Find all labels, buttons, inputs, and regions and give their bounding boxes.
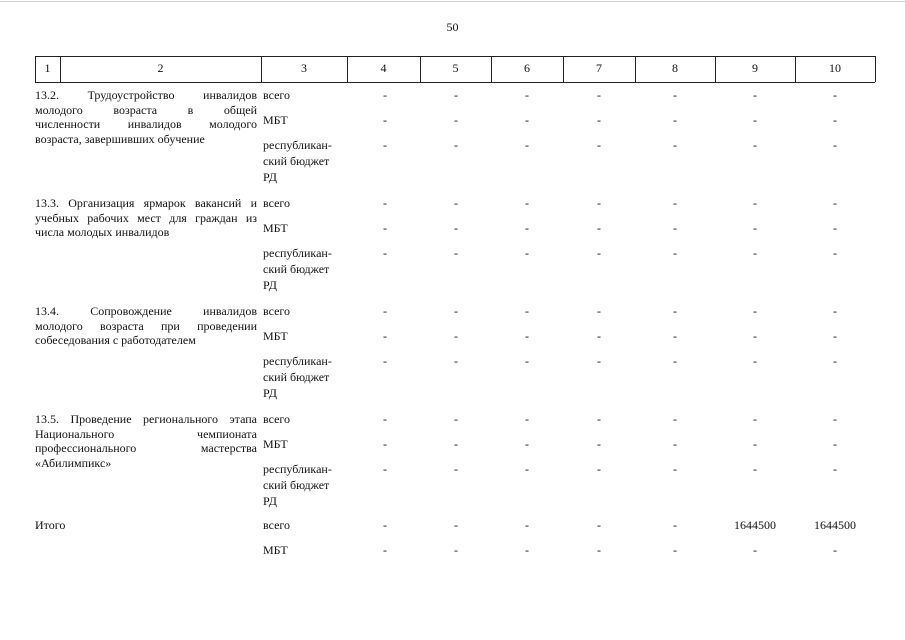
empty-value-dash: - (525, 113, 529, 127)
empty-value-dash: - (454, 329, 458, 343)
funding-source-line: РД (263, 278, 277, 292)
funding-source: всего (263, 88, 291, 102)
empty-value-dash: - (833, 138, 837, 152)
empty-value-dash: - (383, 246, 387, 260)
empty-value-dash: - (383, 462, 387, 476)
section-name-line: Итого (35, 518, 66, 532)
empty-value-dash: - (454, 196, 458, 210)
section-name-line: учебных рабочих мест для граждан из (35, 210, 257, 225)
empty-value-dash: - (673, 437, 677, 451)
empty-value-dash: - (597, 437, 601, 451)
empty-value-dash: - (525, 437, 529, 451)
funding-source: МБТ (263, 543, 288, 557)
empty-value-dash: - (597, 88, 601, 102)
empty-value-dash: - (454, 304, 458, 318)
empty-value-dash: - (383, 138, 387, 152)
empty-value-dash: - (597, 412, 601, 426)
header-top-rule (35, 56, 875, 57)
empty-value-dash: - (597, 543, 601, 557)
empty-value-dash: - (597, 518, 601, 532)
empty-value-dash: - (673, 138, 677, 152)
empty-value-dash: - (753, 88, 757, 102)
section-name-line: 13.5. Проведение регионального этапа (35, 412, 257, 426)
empty-value-dash: - (454, 543, 458, 557)
empty-value-dash: - (753, 113, 757, 127)
funding-source-line: республикан- (263, 354, 332, 368)
empty-value-dash: - (673, 354, 677, 368)
empty-value-dash: - (597, 462, 601, 476)
empty-value-dash: - (833, 196, 837, 210)
empty-value-dash: - (673, 412, 677, 426)
empty-value-dash: - (525, 196, 529, 210)
empty-value-dash: - (454, 354, 458, 368)
empty-value-dash: - (454, 412, 458, 426)
section-name-line: собеседования с работодателем (35, 333, 196, 347)
section-name-line: числа молодых инвалидов (35, 225, 170, 239)
amount-value: 1644500 (814, 518, 856, 532)
empty-value-dash: - (833, 221, 837, 235)
funding-source-line: республикан- (263, 246, 332, 260)
funding-source-line: республикан- (263, 462, 332, 476)
header-cell-6: 6 (524, 61, 530, 75)
header-bottom-rule (35, 82, 875, 83)
empty-value-dash: - (833, 543, 837, 557)
empty-value-dash: - (383, 88, 387, 102)
empty-value-dash: - (833, 246, 837, 260)
empty-value-dash: - (753, 138, 757, 152)
empty-value-dash: - (673, 221, 677, 235)
section-name-line: молодого возраста в общей (35, 102, 257, 117)
empty-value-dash: - (597, 196, 601, 210)
page-number: 50 (446, 20, 459, 34)
empty-value-dash: - (525, 304, 529, 318)
empty-value-dash: - (454, 221, 458, 235)
empty-value-dash: - (454, 246, 458, 260)
empty-value-dash: - (597, 329, 601, 343)
empty-value-dash: - (753, 246, 757, 260)
empty-value-dash: - (454, 518, 458, 532)
header-cell-1: 1 (44, 61, 51, 75)
empty-value-dash: - (753, 354, 757, 368)
funding-source: всего (263, 518, 291, 532)
empty-value-dash: - (753, 304, 757, 318)
empty-value-dash: - (525, 543, 529, 557)
header-cell-9: 9 (752, 61, 758, 75)
header-cell-3: 3 (301, 61, 307, 75)
section-name-line: 13.4. Сопровождение инвалидов (35, 304, 257, 318)
header-cell-2: 2 (157, 61, 164, 75)
empty-value-dash: - (383, 329, 387, 343)
amount-value: 1644500 (734, 518, 776, 532)
empty-value-dash: - (673, 113, 677, 127)
empty-value-dash: - (454, 437, 458, 451)
section-name-line: 13.2. Трудоустройство инвалидов (35, 88, 257, 102)
section-name-line: численности инвалидов молодого (35, 117, 257, 131)
empty-value-dash: - (525, 354, 529, 368)
empty-value-dash: - (833, 329, 837, 343)
empty-value-dash: - (833, 304, 837, 318)
empty-value-dash: - (833, 354, 837, 368)
header-cell-8: 8 (672, 61, 678, 75)
empty-value-dash: - (833, 412, 837, 426)
funding-source: МБТ (263, 221, 288, 235)
empty-value-dash: - (833, 88, 837, 102)
section-name-line: молодого возраста при проведении (35, 318, 257, 333)
empty-value-dash: - (525, 221, 529, 235)
empty-value-dash: - (673, 462, 677, 476)
empty-value-dash: - (753, 196, 757, 210)
empty-value-dash: - (597, 138, 601, 152)
funding-source: МБТ (263, 113, 288, 127)
funding-source: МБТ (263, 437, 288, 451)
empty-value-dash: - (833, 113, 837, 127)
header-cell-10: 10 (829, 61, 841, 75)
empty-value-dash: - (673, 518, 677, 532)
funding-source-line: ский бюджет (263, 478, 330, 492)
empty-value-dash: - (383, 304, 387, 318)
section-name-line: профессионального мастерства (35, 441, 257, 455)
section-name-line: «Абилимпикс» (35, 455, 112, 470)
empty-value-dash: - (525, 88, 529, 102)
header-cell-4: 4 (380, 61, 387, 75)
funding-source: всего (263, 304, 291, 318)
empty-value-dash: - (673, 304, 677, 318)
empty-value-dash: - (833, 437, 837, 451)
empty-value-dash: - (454, 462, 458, 476)
empty-value-dash: - (673, 88, 677, 102)
empty-value-dash: - (383, 196, 387, 210)
funding-source: всего (263, 412, 291, 426)
empty-value-dash: - (383, 543, 387, 557)
empty-value-dash: - (673, 246, 677, 260)
empty-value-dash: - (673, 196, 677, 210)
funding-source-line: РД (263, 386, 277, 400)
header-col-divider (875, 56, 876, 82)
section-name-line: 13.3. Организация ярмарок вакансий и (35, 196, 257, 210)
header-cell-5: 5 (452, 61, 459, 75)
empty-value-dash: - (597, 221, 601, 235)
funding-source-line: РД (263, 170, 277, 184)
empty-value-dash: - (753, 462, 757, 476)
empty-value-dash: - (597, 354, 601, 368)
section-name-line: возраста, завершивших обучение (35, 131, 205, 146)
empty-value-dash: - (597, 246, 601, 260)
empty-value-dash: - (383, 437, 387, 451)
empty-value-dash: - (753, 329, 757, 343)
funding-source: всего (263, 196, 291, 210)
empty-value-dash: - (525, 462, 529, 476)
empty-value-dash: - (673, 329, 677, 343)
empty-value-dash: - (597, 113, 601, 127)
funding-source-line: республикан- (263, 138, 332, 152)
funding-source-line: ский бюджет (263, 154, 330, 168)
empty-value-dash: - (383, 354, 387, 368)
funding-source: МБТ (263, 329, 288, 343)
empty-value-dash: - (525, 329, 529, 343)
funding-source-line: РД (263, 494, 277, 508)
empty-value-dash: - (454, 138, 458, 152)
empty-value-dash: - (454, 88, 458, 102)
empty-value-dash: - (454, 113, 458, 127)
empty-value-dash: - (833, 462, 837, 476)
header-cell-7: 7 (596, 61, 602, 75)
empty-value-dash: - (673, 543, 677, 557)
empty-value-dash: - (753, 412, 757, 426)
empty-value-dash: - (383, 518, 387, 532)
section-name-line: Национального чемпионата (35, 426, 257, 441)
empty-value-dash: - (525, 518, 529, 532)
empty-value-dash: - (383, 412, 387, 426)
empty-value-dash: - (753, 221, 757, 235)
empty-value-dash: - (753, 437, 757, 451)
empty-value-dash: - (383, 113, 387, 127)
funding-source-line: ский бюджет (263, 262, 330, 276)
empty-value-dash: - (383, 221, 387, 235)
empty-value-dash: - (753, 543, 757, 557)
funding-source-line: ский бюджет (263, 370, 330, 384)
empty-value-dash: - (525, 412, 529, 426)
empty-value-dash: - (525, 138, 529, 152)
empty-value-dash: - (597, 304, 601, 318)
empty-value-dash: - (525, 246, 529, 260)
